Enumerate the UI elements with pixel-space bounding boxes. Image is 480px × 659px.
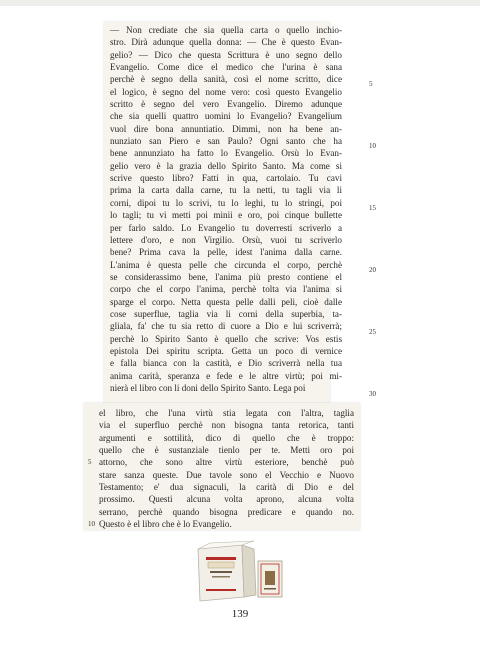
text-line: stro. Dirà adunque quella donna: — Che è questo Evan- [110,37,342,48]
text-line: sparge el corpo. Netta questa pelle dalli peli, cioè dalle [110,296,342,307]
text-line: perchè è segno della sanità, così el nome scritto, dice [110,74,342,85]
text-line: via el superfluo perchè non bisogna tanta retorica, tanti [99,420,354,431]
text-line: per farlo saldo. Lo Evangelio tu doverresti scriverlo a [110,222,342,233]
text-line: L'anima è questa pelle che circunda el corpo, perchè [110,259,342,270]
text-line: che sia quelli quattro uomini lo Evangelio? Evangelium [110,111,342,122]
book-illustration [192,537,292,607]
text-line: e falla bianca con la castità, e Dio scriverrà nella tua [110,358,342,369]
text-line: argumenti e sottilità, dico di quello che è troppo: [99,432,354,443]
top-edge [0,0,480,6]
text-line: lettere d'oro, e non Virgilio. Orsù, vuoi tu scriverlo [110,234,342,245]
line-number: 10 [369,142,376,150]
text-line: gelio vero è la grazia dello Spirito Santo. Ma come si [110,160,342,171]
text-line: anima carità, speranza e fede e le altre virtù; poi mi- [110,370,342,381]
line-number: 5 [369,80,373,88]
line-number: 10 [88,520,95,528]
text-line: gliala, fa' che tu sia retto di cuore a Dio e lui scriverrà; [110,321,342,332]
text-line: lo tagli; tu vi metti poi minii e oro, poi cinque bullette [110,210,342,221]
text-line: stare sanza queste. Due tavole sono el Vecchio e Nuovo [99,469,354,480]
text-line: corni, dipoi tu lo scrivi, tu lo leghi, tu lo stringi, poi [110,197,342,208]
text-line: bene? Prima cava la pelle, idest l'anima dalla carne. [110,247,342,258]
line-number: 5 [88,458,92,466]
text-line: el libro, che l'una virtù stia legata con l'altra, taglia [99,408,354,418]
text-line: prima la carta dalla carne, tu la netti, tu tagli via li [110,185,342,196]
line-number: 15 [369,204,376,212]
text-line: scrive questo libro? Fatti in qua, cartolaio. Tu cavi [110,173,342,184]
text-line: serrano, perchè quando bisogna predicare e quando no. [99,506,354,517]
text-line: se considerassimo bene, l'anima più presto contiene el [110,271,342,282]
excerpt-2-body [99,407,354,530]
text-line: attorno, che sono altre virtù esteriore, benchè può [99,457,354,468]
text-line: nunziato san Piero e san Paulo? Ogni santo che ha [110,136,342,147]
line-number: 25 [369,328,376,336]
text-line: — Non crediate che sia quella carta o quello inchio- [110,25,342,35]
text-line: el logico, è segno del nome vero: così questo Evangelio [110,86,342,97]
excerpt-1-body [110,24,342,394]
line-number: 20 [369,266,376,274]
text-line: nierà el libro con li doni dello Spirito Santo. Lega poi [110,382,306,393]
text-line: perchè lo Spirito Santo è quello che scrive: Vos estis [110,333,342,344]
text-line: quello che è sustanziale tienlo per te. Metti oro poi [99,445,354,456]
text-line: prossimo. Questi alcuna volta aprono, alcuna volta [99,494,354,505]
text-line: Questo è el libro che è lo Evangelio. [99,519,232,530]
text-line: bene annunziato ha fatto lo Evangelio. Orsù lo Evan- [110,148,342,159]
text-line: epistola Dei spiritu scripta. Getta un poco di vernice [110,345,342,356]
text-line: gelio? — Dico che questa Scrittura è uno segno dello [110,49,342,60]
text-line: corpo che el corpo l'anima, perchè tolta via l'anima si [110,284,342,295]
text-line: cose superflue, taglia via li corni della superbia, ta- [110,308,342,319]
line-number: 30 [369,390,376,398]
text-line: vuol dire bona annuntiatio. Dimmi, non ha bene an- [110,123,342,134]
page-number: 139 [231,608,249,620]
text-line: Evangelio. Come dice el medico che l'urina è sana [110,62,342,73]
text-line: Testamento; e' dua signaculi, la carità di Dio e del [99,482,354,493]
text-line: scritto è segno del vero Evangelio. Diremo adunque [110,99,342,110]
